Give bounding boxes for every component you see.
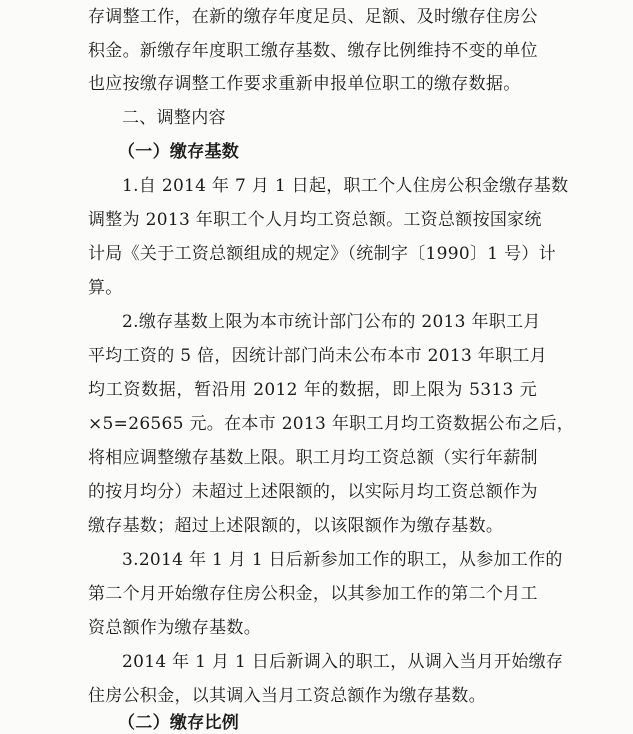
paragraph-line: 算。 [88, 278, 123, 298]
section-heading: 二、调整内容 [122, 108, 226, 128]
paragraph-line: 住房公积金，以其调入当月工资总额作为缴存基数。 [88, 686, 486, 706]
paragraph-line: 2014 年 1 月 1 日后新调入的职工，从调入当月开始缴存 [122, 652, 564, 672]
paragraph-line: 的按月均分）未超过上述限额的，以实际月均工资总额作为 [88, 482, 538, 502]
paragraph-line: 缴存基数；超过上述限额的，以该限额作为缴存基数。 [88, 516, 504, 536]
paragraph-line: 将相应调整缴存基数上限。职工月均工资总额（实行年薪制 [88, 448, 538, 468]
paragraph-line: 平均工资的 5 倍，因统计部门尚未公布本市 2013 年职工月 [88, 346, 547, 366]
paragraph-line: 均工资数据，暂沿用 2012 年的数据，即上限为 5313 元 [88, 380, 537, 400]
paragraph-line: 2.缴存基数上限为本市统计部门公布的 2013 年职工月 [122, 312, 541, 332]
paragraph-line: 资总额作为缴存基数。 [88, 618, 261, 638]
paragraph-line: 1.自 2014 年 7 月 1 日起，职工个人住房公积金缴存基数 [122, 176, 569, 196]
subsection-heading: （二）缴存比例 [118, 713, 240, 733]
paragraph-line: 第二个月开始缴存住房公积金，以其参加工作的第二个月工 [88, 584, 538, 604]
paragraph-line: 积金。新缴存年度职工缴存基数、缴存比例维持不变的单位 [88, 41, 538, 61]
subsection-heading: （一）缴存基数 [118, 142, 240, 162]
paragraph-line: 也应按缴存调整工作要求重新申报单位职工的缴存数据。 [88, 74, 521, 94]
paragraph-line: ×5=26565 元。在本市 2013 年职工月均工资数据公布之后， [88, 414, 575, 434]
paragraph-line: 存调整工作，在新的缴存年度足员、足额、及时缴存住房公 [88, 7, 538, 27]
paragraph-line: 调整为 2013 年职工个人月均工资总额。工资总额按国家统 [88, 210, 542, 230]
paragraph-line: 3.2014 年 1 月 1 日后新参加工作的职工，从参加工作的 [122, 550, 563, 570]
paragraph-line: 计局《关于工资总额组成的规定》（统制字〔1990〕1 号）计 [88, 244, 556, 264]
